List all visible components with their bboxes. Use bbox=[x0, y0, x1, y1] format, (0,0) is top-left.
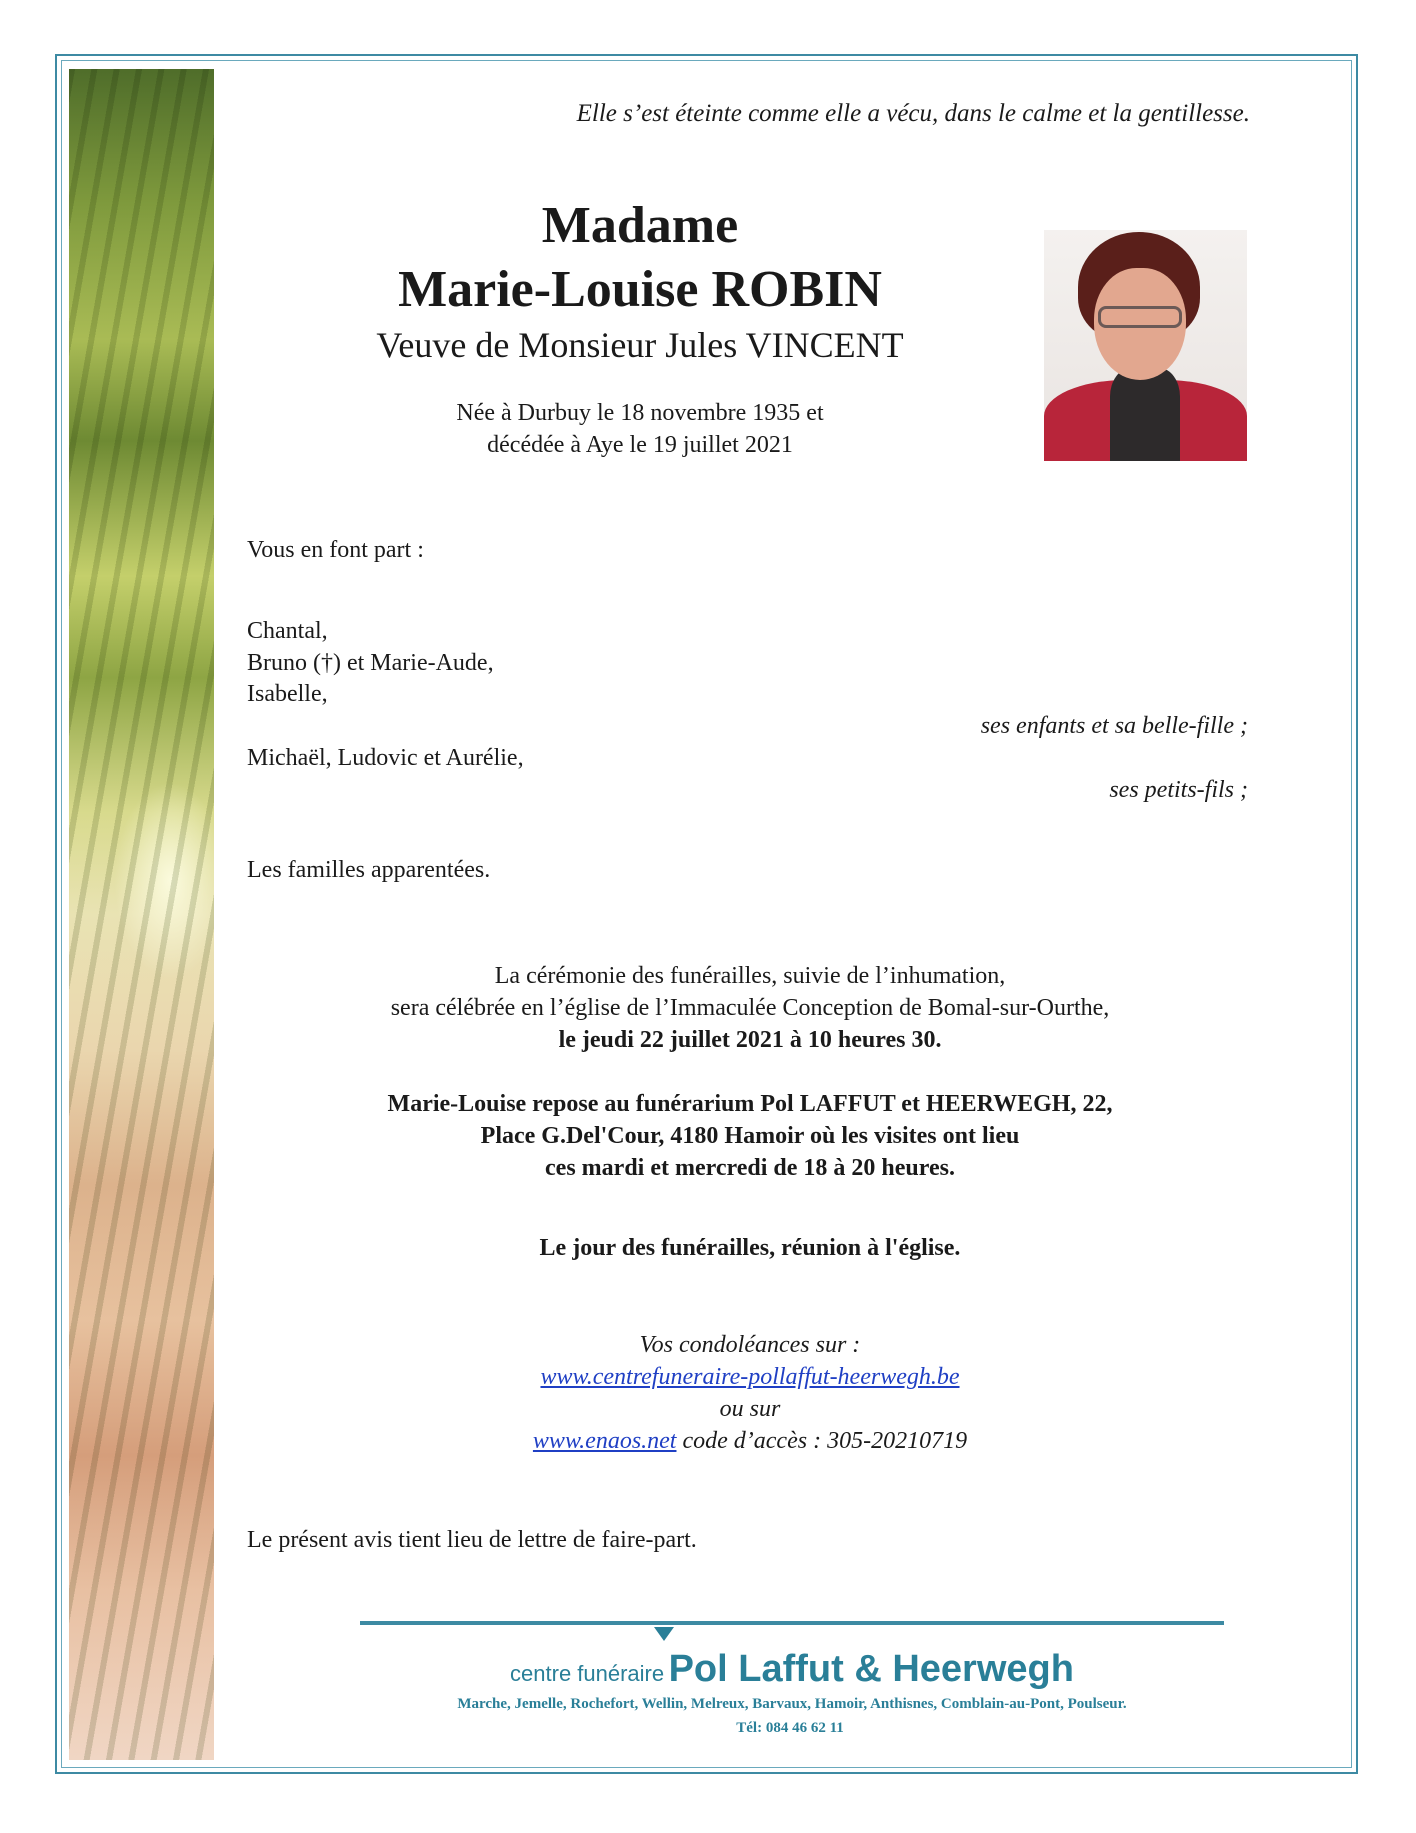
footer-towns: Marche, Jemelle, Rochefort, Wellin, Melreux, Barvaux, Hamoir, Anthisnes, Comblain-au-Pont, Poulseur. bbox=[457, 1696, 1127, 1712]
meeting-line: Le jour des funérailles, réunion à l'église. bbox=[539, 1235, 961, 1261]
condolences-intro: Vos condoléances sur : bbox=[639, 1332, 861, 1358]
widow-of-line: Veuve de Monsieur Jules VINCENT bbox=[376, 325, 904, 365]
ceremony-date: le jeudi 22 juillet 2021 à 10 heures 30. bbox=[558, 1027, 942, 1053]
funeral-home-logo bbox=[360, 1648, 1224, 1691]
deceased-portrait bbox=[1044, 230, 1247, 461]
brand-prefix: centre funéraire bbox=[510, 1661, 665, 1686]
child-line: Chantal, bbox=[247, 618, 328, 644]
forest-path-photo bbox=[69, 69, 214, 1760]
footer-arrow-icon bbox=[654, 1627, 674, 1641]
deceased-name: Marie-Louise ROBIN bbox=[398, 261, 882, 318]
footer-phone: Tél: 084 46 62 11 bbox=[736, 1720, 844, 1736]
relatives-line: Les familles apparentées. bbox=[247, 857, 491, 883]
visitation-line-3: ces mardi et mercredi de 18 à 20 heures. bbox=[545, 1155, 955, 1181]
birth-line: Née à Durbuy le 18 novembre 1935 et bbox=[456, 400, 824, 426]
ceremony-line-1: La cérémonie des funérailles, suivie de l’inhumation, bbox=[494, 963, 1006, 989]
condolences-link-enaos[interactable]: www.enaos.net bbox=[532, 1428, 677, 1454]
brand-name: Pol Laffut & Heerwegh bbox=[668, 1648, 1074, 1690]
epigraph: Elle s’est éteinte comme elle a vécu, dans le calme et la gentillesse. bbox=[576, 100, 1250, 127]
grandchildren-line: Michaël, Ludovic et Aurélie, bbox=[247, 745, 524, 771]
child-line: Isabelle, bbox=[247, 681, 328, 707]
footer-divider bbox=[360, 1621, 1224, 1625]
child-line: Bruno (†) et Marie-Aude, bbox=[247, 650, 494, 676]
announcers-intro: Vous en font part : bbox=[247, 537, 424, 563]
condolences-link-centre[interactable]: www.centrefuneraire-pollaffut-heerwegh.be bbox=[540, 1364, 960, 1390]
condolences-or: ou sur bbox=[719, 1396, 781, 1422]
death-line: décédée à Aye le 19 juillet 2021 bbox=[487, 432, 793, 458]
visitation-line-1: Marie-Louise repose au funérarium Pol LAFFUT et HEERWEGH, 22, bbox=[387, 1091, 1113, 1117]
children-role: ses enfants et sa belle-fille ; bbox=[980, 713, 1248, 739]
visitation-line-2: Place G.Del'Cour, 4180 Hamoir où les visites ont lieu bbox=[480, 1123, 1020, 1149]
deceased-title: Madame bbox=[541, 197, 739, 254]
glasses-icon bbox=[1098, 306, 1182, 328]
access-code: code d’accès : 305-20210719 bbox=[676, 1428, 968, 1454]
grandchildren-role: ses petits-fils ; bbox=[1109, 777, 1248, 803]
life-dates bbox=[340, 397, 940, 461]
ceremony-line-2: sera célébrée en l’église de l’Immaculée Conception de Bomal-sur-Ourthe, bbox=[390, 995, 1110, 1021]
notice-line: Le présent avis tient lieu de lettre de faire-part. bbox=[247, 1527, 697, 1553]
